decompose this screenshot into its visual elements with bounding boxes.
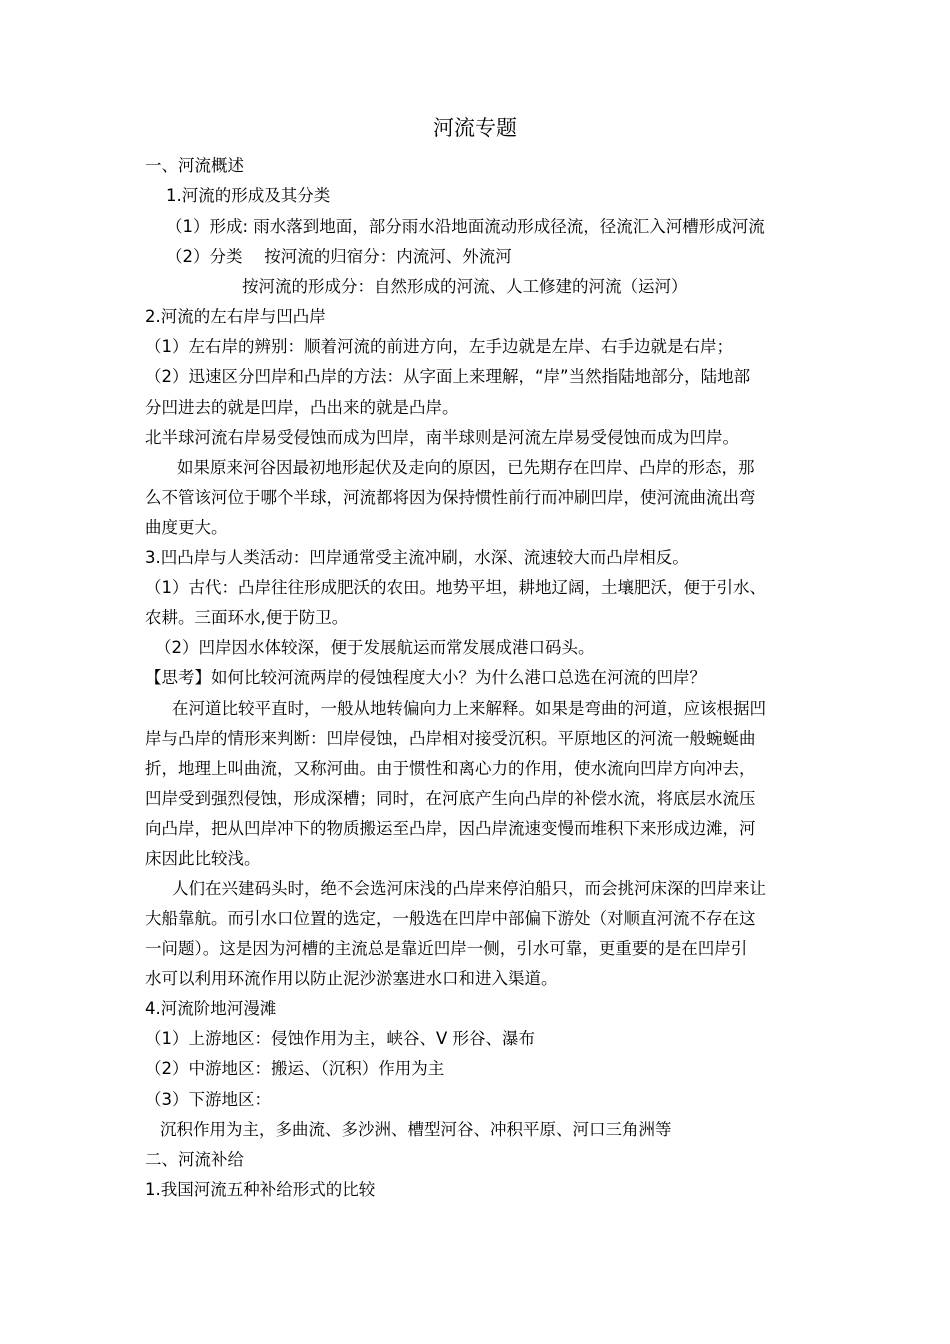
paragraph-line: 分凹进去的就是凹岸，凸出来的就是凸岸。 [145,398,459,417]
paragraph-line: （3）下游地区： [145,1090,271,1109]
paragraph-line: 如果原来河谷因最初地形起伏及走向的原因，已先期存在凹岸、凸岸的形态，那 [177,458,755,477]
paragraph-line: 大船靠航。而引水口位置的选定，一般选在凹岸中部偏下游处（对顺直河流不存在这 [145,909,756,928]
section-heading-supply: 二、河流补给 [145,1150,244,1169]
paragraph-line: 农耕。三面环水,便于防卫。 [145,608,349,627]
paragraph-line: （1）上游地区：侵蚀作用为主，峡谷、V 形谷、瀑布 [145,1029,536,1048]
paragraph-line: 沉积作用为主，多曲流、多沙洲、槽型河谷、冲积平原、河口三角洲等 [160,1120,672,1139]
paragraph-line: 水可以利用环流作用以防止泥沙淤塞进水口和进入渠道。 [145,969,558,988]
paragraph-line: 么不管该河位于哪个半球，河流都将因为保持惯性前行而冲刷凹岸，使河流曲流出弯 [145,488,756,507]
paragraph-line: （2）分类 按河流的归宿分：内流河、外流河 [166,247,512,266]
subsection-heading: 3.凹凸岸与人类活动：凹岸通常受主流冲刷，水深、流速较大而凸岸相反。 [145,548,689,567]
paragraph-line: 曲度更大。 [145,518,228,537]
paragraph-line: （1）古代：凸岸往往形成肥沃的农田。地势平坦，耕地辽阔，土壤肥沃，便于引水、 [145,578,766,597]
document-title: 河流专题 [433,116,517,140]
subsection-heading: 1.我国河流五种补给形式的比较 [145,1180,376,1199]
section-heading-overview: 一、河流概述 [145,156,244,175]
paragraph-line: （2）中游地区：搬运、（沉积）作用为主 [145,1059,445,1078]
paragraph-line: （2）迅速区分凹岸和凸岸的方法：从字面上来理解，“岸”当然指陆地部分，陆地部 [145,367,751,386]
paragraph-line: （2）凹岸因水体较深，便于发展航运而常发展成港口码头。 [155,638,595,657]
paragraph-line: （1）形成: 雨水落到地面，部分雨水沿地面流动形成径流，径流汇入河槽形成河流 [166,217,765,236]
paragraph-line: （1）左右岸的辨别：顺着河流的前进方向，左手边就是左岸、右手边就是右岸； [145,337,733,356]
subsection-heading: 4.河流阶地河漫滩 [145,999,277,1018]
paragraph-line: 北半球河流右岸易受侵蚀而成为凹岸，南半球则是河流左岸易受侵蚀而成为凹岸。 [145,428,739,447]
paragraph-line: 折，地理上叫曲流，又称河曲。由于惯性和离心力的作用，使水流向凹岸方向冲去， [145,759,756,778]
paragraph-line: 人们在兴建码头时，绝不会选河床浅的凸岸来停泊船只，而会挑河床深的凹岸来让 [172,879,766,898]
paragraph-line: 一问题）。这是因为河槽的主流总是靠近凹岸一侧，引水可靠，更重要的是在凹岸引 [145,939,748,958]
paragraph-line: 在河道比较平直时，一般从地转偏向力上来解释。如果是弯曲的河道，应该根据凹 [172,699,766,718]
paragraph-line: 岸与凸岸的情形来判断：凹岸侵蚀，凸岸相对接受沉积。平原地区的河流一般蜿蜒曲 [145,729,756,748]
paragraph-line: 向凸岸，把从凹岸冲下的物质搬运至凸岸，因凸岸流速变慢而堆积下来形成边滩，河 [145,819,756,838]
think-question: 【思考】如何比较河流两岸的侵蚀程度大小？为什么港口总选在河流的凹岸？ [145,668,706,687]
paragraph-line: 按河流的形成分：自然形成的河流、人工修建的河流（运河） [242,277,688,296]
subsection-heading: 2.河流的左右岸与凹凸岸 [145,307,326,326]
subsection-heading: 1.河流的形成及其分类 [166,186,331,205]
paragraph-line: 凹岸受到强烈侵蚀，形成深槽；同时，在河底产生向凸岸的补偿水流，将底层水流压 [145,789,756,808]
paragraph-line: 床因此比较浅。 [145,849,261,868]
